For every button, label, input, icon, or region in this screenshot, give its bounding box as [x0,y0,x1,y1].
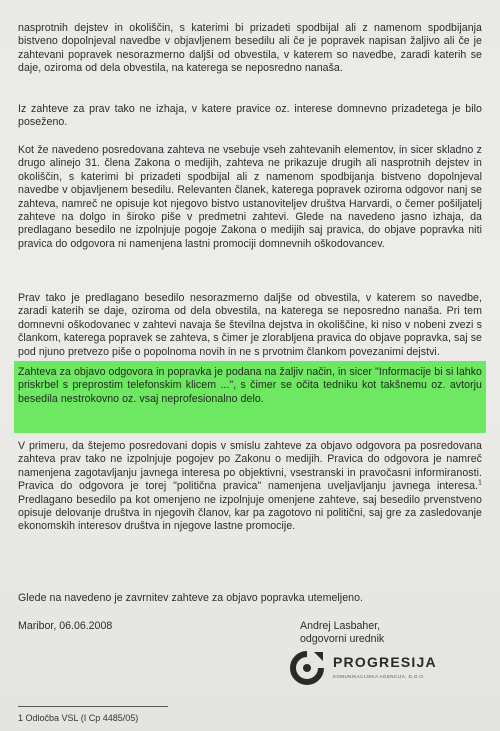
paragraph-1: nasprotnih dejstev in okoliščin, s katerimi bi prizadeti spodbijal ali z namenom spodbijanja bistveno dopolnjeval navedbe v objavljenem besedilu ali če je popravek napisan žaljivo ali če je zahtevani popravek nesorazmerno daljši od obvestila, v katerem so navedbe, zaradi katerih se daje, oziroma od dela obvestila, na katerega se neposredno nanaša. [18,22,482,75]
paragraph-6-part-a: V primeru, da štejemo posredovani dopis v smislu zahteve za objavo odgovora pa posredovana zahteva prav tako ne izpolnjuje pogojev po Zakonu o medijih. Pravica do odgovora je namreč namenjena zagotavljanju javnega interesa po objektivni, vsestranski in pravočasni informiranosti. Pravica do odgovora je torej "politična pravica" namenjena uveljavljanju javnega interesa. [18,440,482,493]
paragraph-6 [18,440,482,534]
paragraph-7: Glede na navedeno je zavrnitev zahteve za objavo popravka utemeljeno. [18,592,364,604]
paragraph-5-highlighted: Zahteva za objavo odgovora in popravka je podana na žaljiv način, in sicer "Informacije bi si lahko priskrbel s preprostim telefonskim klicem ...", s čimer se očita tedniku kot takšnemu oz. avtorju besedila nestrokovno oz. vsaj neprofesionalno delo. [18,366,482,405]
progresija-logo-icon [287,648,327,688]
signer-title: odgovorni urednik [300,633,385,645]
place-date: Maribor, 06.06.2008 [18,620,113,632]
paragraph-2: Iz zahteve za prav tako ne izhaja, v katere pravice oz. interese domnevno prizadetega je bilo poseženo. [18,103,482,129]
progresija-logo [287,648,477,688]
paragraph-4: Prav tako je predlagano besedilo nesorazmerno daljše od obvestila, v katerem so navedbe, zaradi katerih se daje, oziroma od dela obvestila, na katerega se neposredno nanaša. Pri tem domnevni oškodovanec v zahtevi navaja še številna dejstva in okoliščine, ki niso v nobeni zvezi s člankom, katerega popravek se zahteva, s čimer je zlorabljena pravica do objave popravka, saj se pod njuno pretvezo piše o popolnoma novih in ne s prvotnim člankom povezanimi dejstvi. [18,292,482,358]
footnote-ref: 1 [478,479,482,487]
paragraph-6-part-b: Predlagano besedilo pa kot omenjeno ne izpolnjuje omenjene zahteve, saj besedilo prvenstveno opisuje delovanje društva in njegovih članov, kar pa zagotovo ni politični, saj gre za zasledovanje ekonomskih interesov društva in njegove lastne promocije. [18,493,482,533]
footnote: 1 Odločba VSL (I Cp 4485/05) [18,713,139,723]
logo-subtitle: KOMUNIKACIJSKA AGENCIJA, D.O.O. [333,674,425,679]
footnote-divider [18,706,168,707]
paragraph-3: Kot že navedeno posredovana zahteva ne vsebuje vseh zahtevanih elementov, in sicer skladno z drugo alinejo 31. člena Zakona o medijih, zahteva ne prikazuje drugih ali nasprotnih dejstev in okoliščin, s katerimi bi prizadeti spodbijal ali z namenom spodbijanja bistveno dopolnjeval navedbe v objavljenem besedilu. Relevanten članek, katerega popravek oziroma odgovor nanj se zahteva, namreč ne opisuje kot njegovo bistvo ustanoviteljev društva Harvardi, o čemer pošiljatelj zahteve na dolgo in široko piše v predmetni zahtevi. Glede na navedeno jasno izhaja, da predlagano besedilo ne izpolnjuje pogoje Zakona o medijih saj pravica, do objave popravka niti pravica do odgovora ni namenjena lastni promociji domnevnih oškodovancev. [18,144,482,250]
signer-name: Andrej Lasbaher, [300,620,381,632]
signature-block [300,620,384,646]
logo-name: PROGRESIJA [333,654,437,670]
